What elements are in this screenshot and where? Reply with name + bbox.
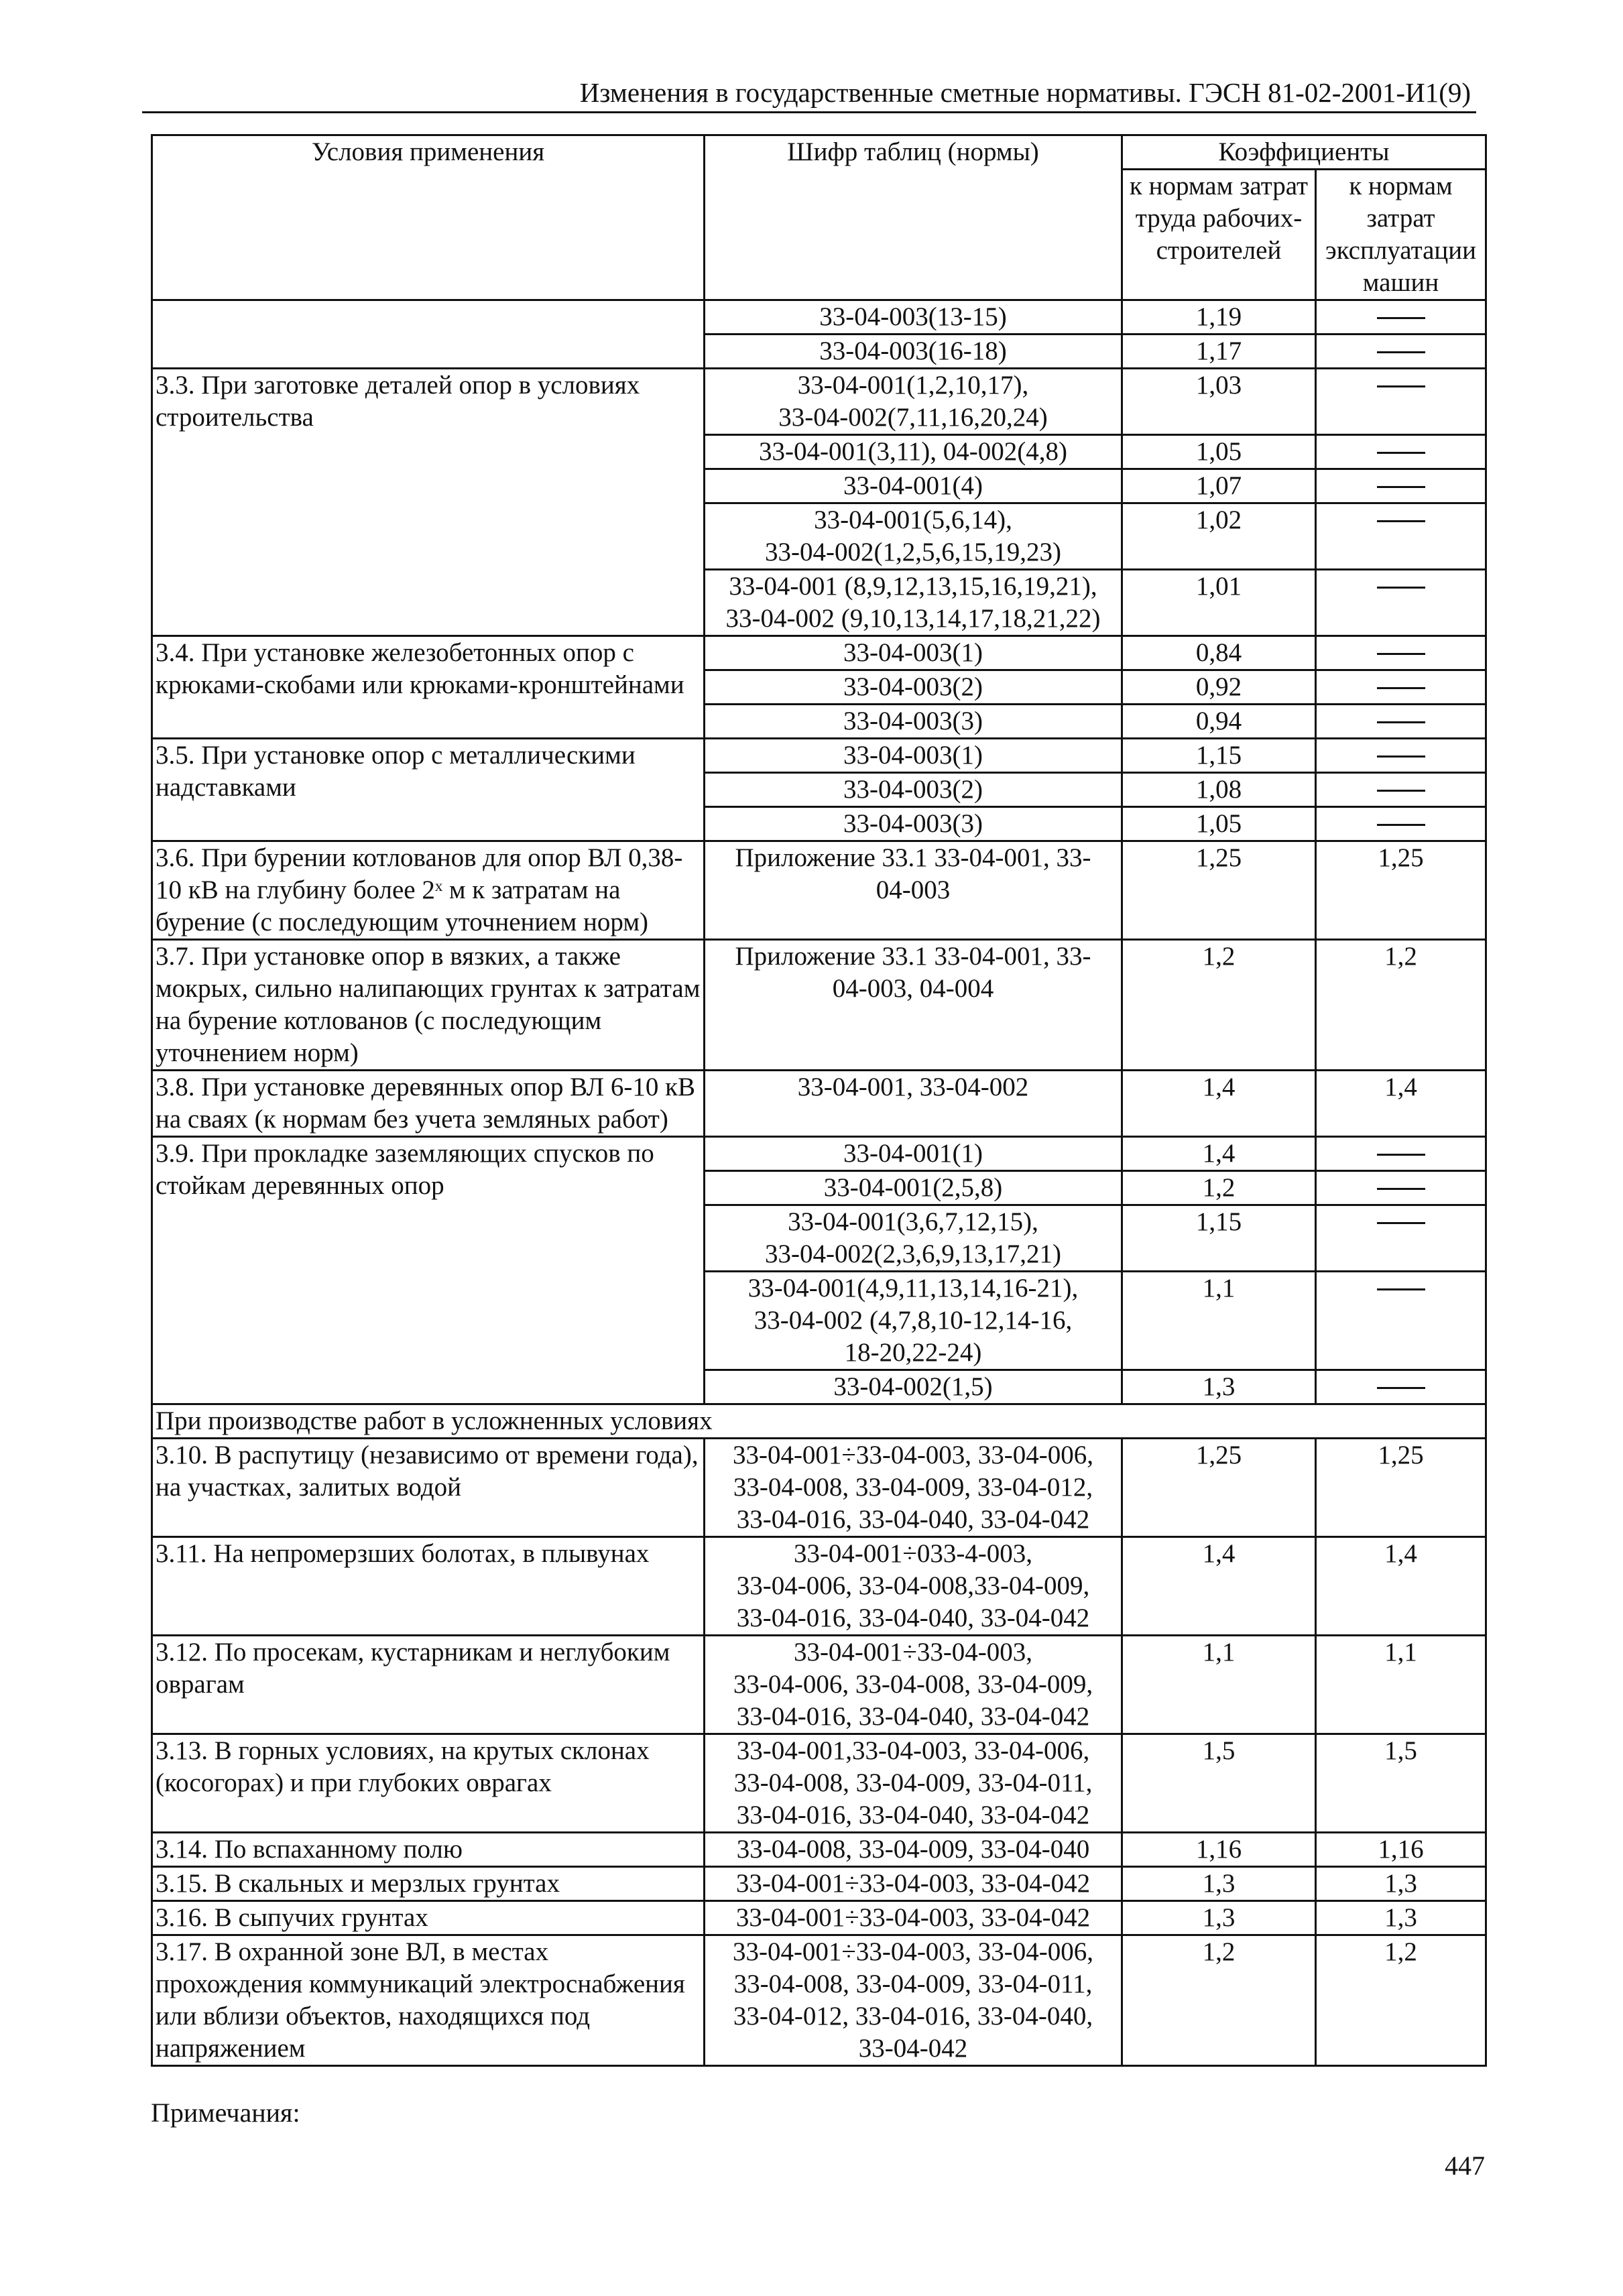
labor-coefficient: 1,08 [1122, 773, 1316, 807]
labor-coefficient: 1,17 [1122, 335, 1316, 369]
machine-coefficient: 1,3 [1316, 1901, 1486, 1935]
table-code-cell [705, 1171, 1122, 1205]
table-code-cell [705, 1734, 1122, 1833]
coefficients-header: Коэффициенты [1122, 135, 1486, 170]
dash-mark [1377, 385, 1425, 387]
table-code-text: 33-04-003(3) [843, 809, 983, 838]
dash-cell [1316, 670, 1486, 705]
table-code-text: 33-04-001÷33-04-003, 33-04-042 [735, 1903, 1091, 1932]
dash-mark [1377, 520, 1425, 522]
dash-cell [1316, 1205, 1486, 1272]
table-code-text: Приложение 33.1 33-04-001, 33- 04-003 [735, 843, 1091, 904]
table-code-text: 33-04-001(1,2,10,17), 33-04-002(7,11,16,20,24) [778, 371, 1048, 432]
labor-coefficient: 1,25 [1122, 1439, 1316, 1537]
dash-mark [1377, 1288, 1425, 1290]
condition-cell: 3.16. В сыпучих грунтах [152, 1901, 705, 1935]
dash-cell [1316, 570, 1486, 636]
table-code-cell [705, 807, 1122, 841]
labor-coefficient: 1,2 [1122, 1935, 1316, 2066]
dash-mark [1377, 452, 1425, 454]
table-row [152, 1071, 1486, 1137]
labor-coefficient: 1,4 [1122, 1537, 1316, 1636]
table-code-text: 33-04-001(2,5,8) [823, 1173, 1003, 1202]
condition-cell: 3.3. При заготовке деталей опор в условиях строительства [152, 369, 705, 636]
code-header: Шифр таблиц (нормы) [705, 135, 1122, 300]
dash-cell [1316, 1171, 1486, 1205]
labor-coefficient: 1,03 [1122, 369, 1316, 435]
table-code-cell [705, 841, 1122, 940]
table-row [152, 1734, 1486, 1833]
table-code-cell [705, 1867, 1122, 1901]
table-code-text: 33-04-003(13-15) [819, 302, 1007, 331]
table-row [152, 1137, 1486, 1171]
labor-coefficient: 1,3 [1122, 1901, 1316, 1935]
conditions-header: Условия применения [152, 135, 705, 300]
dash-mark [1377, 687, 1425, 689]
table-code-text: 33-04-001÷33-04-003, 33-04-006, 33-04-008, 33-04-009, 33-04-016, 33-04-040, 33-04-042 [733, 1638, 1093, 1731]
table-code-cell [705, 705, 1122, 739]
condition-cell: 3.17. В охранной зоне ВЛ, в местах прохождения коммуникаций электроснабжения или вблизи объектов, находящихся под напряжением [152, 1935, 705, 2066]
labor-coefficient: 0,84 [1122, 636, 1316, 670]
table-code-cell [705, 1901, 1122, 1935]
machine-coefficient: 1,16 [1316, 1833, 1486, 1867]
dash-mark [1377, 721, 1425, 723]
labor-coefficient: 1,07 [1122, 469, 1316, 503]
dash-mark [1377, 1387, 1425, 1389]
dash-cell [1316, 636, 1486, 670]
page-header [142, 72, 1476, 113]
table-code-cell [705, 335, 1122, 369]
dash-cell [1316, 369, 1486, 435]
dash-cell [1316, 335, 1486, 369]
condition-cell [152, 300, 705, 369]
dash-cell [1316, 807, 1486, 841]
table-code-cell [705, 1935, 1122, 2066]
table-code-text: 33-04-001(3,11), 04-002(4,8) [759, 437, 1067, 466]
header-row [152, 135, 1486, 170]
dash-mark [1377, 486, 1425, 488]
labor-coefficient: 0,92 [1122, 670, 1316, 705]
header-text: Изменения в государственные сметные нормативы. ГЭСН 81-02-2001-И1(9) [579, 77, 1471, 108]
table-row [152, 940, 1486, 1071]
table-code-text: 33-04-001,33-04-003, 33-04-006, 33-04-008, 33-04-009, 33-04-011, 33-04-016, 33-04-040, 33-04-042 [733, 1736, 1093, 1829]
table-row [152, 636, 1486, 670]
table-row [152, 841, 1486, 940]
dash-mark [1377, 756, 1425, 758]
notes-label: Примечания: [151, 2098, 300, 2128]
table-code-cell [705, 435, 1122, 469]
table-code-cell [705, 940, 1122, 1071]
table-code-cell [705, 503, 1122, 570]
labor-coefficient: 1,16 [1122, 1833, 1316, 1867]
table-code-cell [705, 1537, 1122, 1636]
labor-coefficient: 1,2 [1122, 1171, 1316, 1205]
table-code-cell [705, 670, 1122, 705]
table-row [152, 1935, 1486, 2066]
machine-coefficient: 1,5 [1316, 1734, 1486, 1833]
condition-cell: 3.11. На непромерзших болотах, в плывунах [152, 1537, 705, 1636]
table-row [152, 1867, 1486, 1901]
dash-mark [1377, 317, 1425, 319]
table-row [152, 1901, 1486, 1935]
machine-coefficient: 1,4 [1316, 1537, 1486, 1636]
table-code-text: Приложение 33.1 33-04-001, 33- 04-003, 04-004 [735, 942, 1091, 1003]
dash-mark [1377, 1154, 1425, 1156]
dash-cell [1316, 773, 1486, 807]
table-code-text: 33-04-002(1,5) [833, 1372, 993, 1401]
condition-cell: 3.8. При установке деревянных опор ВЛ 6-10 кВ на сваях (к нормам без учета земляных работ) [152, 1071, 705, 1137]
labor-coefficient: 1,2 [1122, 940, 1316, 1071]
labor-coefficient: 1,3 [1122, 1370, 1316, 1404]
condition-cell: 3.13. В горных условиях, на крутых склонах (косогорах) и при глубоких оврагах [152, 1734, 705, 1833]
table-code-text: 33-04-001(4) [843, 471, 983, 500]
dash-mark [1377, 351, 1425, 353]
machine-coefficient: 1,3 [1316, 1867, 1486, 1901]
dash-cell [1316, 469, 1486, 503]
labor-coefficient: 1,19 [1122, 300, 1316, 335]
table-code-text: 33-04-003(3) [843, 707, 983, 735]
table-code-cell [705, 1636, 1122, 1734]
table-code-cell [705, 1137, 1122, 1171]
machines-header: к нормам затрат эксплуатации машин [1316, 170, 1486, 300]
machine-coefficient: 1,25 [1316, 841, 1486, 940]
table-row [152, 369, 1486, 435]
dash-cell [1316, 705, 1486, 739]
table-code-cell [705, 369, 1122, 435]
condition-cell: 3.12. По просекам, кустарникам и неглубоким оврагам [152, 1636, 705, 1734]
table-code-text: 33-04-003(2) [843, 775, 983, 804]
table-code-text: 33-04-001(4,9,11,13,14,16-21), 33-04-002 (4,7,8,10-12,14-16, 18-20,22-24) [747, 1274, 1079, 1367]
table-code-text: 33-04-001÷033-4-003, 33-04-006, 33-04-008,33-04-009, 33-04-016, 33-04-040, 33-04-042 [736, 1539, 1090, 1632]
table-row [152, 1537, 1486, 1636]
dash-cell [1316, 1272, 1486, 1370]
table-code-text: 33-04-001÷33-04-003, 33-04-006, 33-04-008, 33-04-009, 33-04-011, 33-04-012, 33-04-016, 33-04-040, 33-04-042 [732, 1937, 1094, 2063]
table-code-cell [705, 773, 1122, 807]
table-code-cell [705, 469, 1122, 503]
dash-cell [1316, 503, 1486, 570]
dash-cell [1316, 1137, 1486, 1171]
labor-coefficient: 1,1 [1122, 1636, 1316, 1734]
dash-cell [1316, 1370, 1486, 1404]
table-code-cell [705, 1205, 1122, 1272]
table-code-text: 33-04-001÷33-04-003, 33-04-006, 33-04-008, 33-04-009, 33-04-012, 33-04-016, 33-04-040, 33-04-042 [732, 1441, 1094, 1534]
dash-mark [1377, 1222, 1425, 1224]
section-title: При производстве работ в усложненных условиях [152, 1404, 1486, 1439]
dash-cell [1316, 435, 1486, 469]
table-code-text: 33-04-003(1) [843, 638, 983, 667]
table-code-cell [705, 1370, 1122, 1404]
table-code-text: 33-04-003(2) [843, 672, 983, 701]
table-code-text: 33-04-001, 33-04-002 [797, 1073, 1029, 1101]
condition-cell: 3.5. При установке опор с металлическими надставками [152, 739, 705, 841]
machine-coefficient: 1,2 [1316, 940, 1486, 1071]
labor-header: к нормам затрат труда рабочих-строителей [1122, 170, 1316, 300]
table-code-cell [705, 1833, 1122, 1867]
table-code-cell [705, 1439, 1122, 1537]
condition-cell: 3.15. В скальных и мерзлых грунтах [152, 1867, 705, 1901]
labor-coefficient: 1,05 [1122, 807, 1316, 841]
table-row [152, 739, 1486, 773]
table-code-text: 33-04-001(3,6,7,12,15), 33-04-002(2,3,6,9,13,17,21) [765, 1207, 1061, 1268]
dash-mark [1377, 587, 1425, 589]
table-code-text: 33-04-008, 33-04-009, 33-04-040 [736, 1835, 1090, 1864]
table-code-text: 33-04-001(5,6,14), 33-04-002(1,2,5,6,15,19,23) [765, 505, 1061, 566]
table-code-cell [705, 300, 1122, 335]
labor-coefficient: 1,3 [1122, 1867, 1316, 1901]
dash-mark [1377, 824, 1425, 826]
table-row [152, 1833, 1486, 1867]
machine-coefficient: 1,1 [1316, 1636, 1486, 1734]
table-row [152, 1439, 1486, 1537]
labor-coefficient: 1,02 [1122, 503, 1316, 570]
page-number: 447 [1445, 2151, 1485, 2181]
table-code-text: 33-04-003(1) [843, 741, 983, 770]
table-code-text: 33-04-003(16-18) [819, 337, 1007, 365]
dash-mark [1377, 1188, 1425, 1190]
condition-cell: 3.9. При прокладке заземляющих спусков по стойкам деревянных опор [152, 1137, 705, 1404]
condition-cell: 3.4. При установке железобетонных опор с крюками-скобами или крюками-кронштейнами [152, 636, 705, 739]
labor-coefficient: 1,4 [1122, 1071, 1316, 1137]
table-code-cell [705, 636, 1122, 670]
table-code-cell [705, 739, 1122, 773]
condition-cell: 3.6. При бурении котлованов для опор ВЛ 0,38-10 кВ на глубину более 2ˣ м к затратам на бурение (с последующим уточнением норм) [152, 841, 705, 940]
coefficients-table [151, 134, 1487, 2067]
dash-cell [1316, 739, 1486, 773]
table-code-text: 33-04-001÷33-04-003, 33-04-042 [735, 1869, 1091, 1898]
table-row [152, 300, 1486, 335]
table-code-text: 33-04-001 (8,9,12,13,15,16,19,21), 33-04-002 (9,10,13,14,17,18,21,22) [725, 572, 1101, 633]
machine-coefficient: 1,4 [1316, 1071, 1486, 1137]
condition-cell: 3.14. По вспаханному полю [152, 1833, 705, 1867]
dash-cell [1316, 300, 1486, 335]
labor-coefficient: 0,94 [1122, 705, 1316, 739]
machine-coefficient: 1,25 [1316, 1439, 1486, 1537]
machine-coefficient: 1,2 [1316, 1935, 1486, 2066]
labor-coefficient: 1,25 [1122, 841, 1316, 940]
dash-mark [1377, 790, 1425, 792]
table-code-text: 33-04-001(1) [843, 1139, 983, 1168]
dash-mark [1377, 653, 1425, 655]
section-row [152, 1404, 1486, 1439]
condition-cell: 3.10. В распутицу (независимо от времени года), на участках, залитых водой [152, 1439, 705, 1537]
condition-cell: 3.7. При установке опор в вязких, а также мокрых, сильно налипающих грунтах к затратам на бурение котлованов (с последующим уточнением норм) [152, 940, 705, 1071]
table-code-cell [705, 1272, 1122, 1370]
labor-coefficient: 1,05 [1122, 435, 1316, 469]
table-row [152, 1636, 1486, 1734]
labor-coefficient: 1,15 [1122, 1205, 1316, 1272]
labor-coefficient: 1,1 [1122, 1272, 1316, 1370]
table-code-cell [705, 570, 1122, 636]
labor-coefficient: 1,5 [1122, 1734, 1316, 1833]
labor-coefficient: 1,01 [1122, 570, 1316, 636]
labor-coefficient: 1,15 [1122, 739, 1316, 773]
table-code-cell [705, 1071, 1122, 1137]
labor-coefficient: 1,4 [1122, 1137, 1316, 1171]
